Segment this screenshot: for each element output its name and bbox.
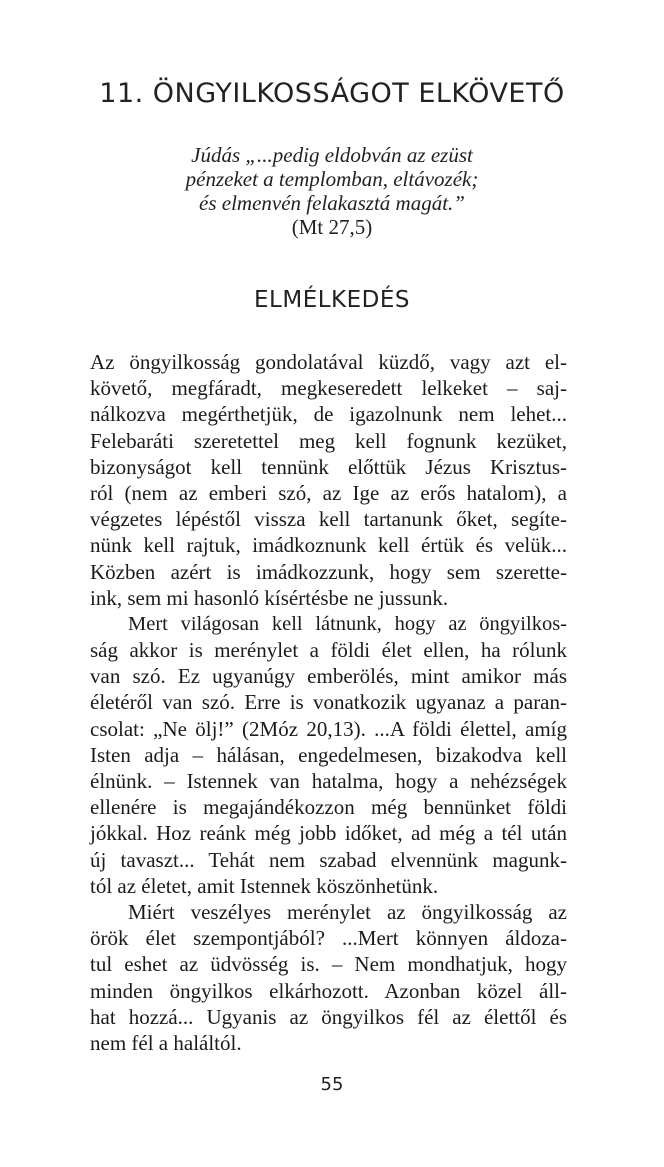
text-line: van szó. Ez ugyanúgy emberölés, mint amikor más: [90, 664, 567, 689]
text-line: hat hozzá... Ugyanis az öngyilkos fél az élettől és: [90, 1004, 567, 1029]
text-line: tul eshet az üdvösség is. – Nem mondhatjuk, hogy: [90, 952, 567, 977]
text-line: Miért veszélyes merénylet az öngyilkosság az: [128, 899, 567, 924]
text-line: Az öngyilkosság gondolatával küzdő, vagy azt el-: [90, 350, 567, 374]
text-line: nem fél a haláltól.: [90, 1030, 242, 1055]
chapter-title: 11. ÖNGYILKOSSÁGOT ELKÖVETŐ: [99, 78, 565, 109]
text-line: ink, sem mi hasonló kísértésbe ne jussunk.: [90, 585, 449, 610]
text-line: jókkal. Hoz reánk még jobb időket, ad még a tél után: [90, 821, 567, 846]
text-line: tól az életet, amit Istennek köszönhetünk.: [90, 873, 439, 898]
text-line: örök élet szempontjából? ...Mert könnyen áldoza-: [90, 926, 567, 951]
body-text: [90, 349, 567, 1056]
text-line: új tavaszt... Tehát nem szabad elvennünk magunk-: [90, 847, 567, 872]
text-line: ság akkor is merénylet a földi élet ellen, ha rólunk: [90, 638, 567, 663]
text-line: végzetes lépéstől vissza kell tartanunk őket, segíte-: [90, 507, 567, 532]
text-line: ellenére is megajándékozzon még bennünket földi: [90, 795, 567, 820]
epigraph-reference: (Mt 27,5): [291, 215, 373, 239]
text-line: Mert világosan kell látnunk, hogy az öngyilkos-: [128, 612, 567, 635]
text-line: nünk kell rajtuk, imádkoznunk kell értük és velük...: [90, 533, 567, 558]
text-line: csolat: „Ne ölj!” (2Móz 20,13). ...A földi élettel, amíg: [90, 716, 567, 741]
text-line: Közben azért is imádkozzunk, hogy sem szerette-: [90, 559, 567, 584]
epigraph-line: Júdás „...pedig eldobván az ezüst: [191, 143, 473, 167]
text-line: Isten adja – hálásan, engedelmesen, bizakodva kell: [90, 742, 567, 767]
page-number: 55: [320, 1074, 344, 1095]
epigraph: [0, 143, 664, 239]
epigraph-line: és elmenvén felakasztá magát.”: [199, 191, 465, 215]
text-line: ról (nem az emberi szó, az Ige az erős hatalom), a: [90, 480, 567, 505]
text-line: minden öngyilkos elkárhozott. Azonban közel áll-: [90, 978, 567, 1003]
section-heading: ELMÉLKEDÉS: [254, 287, 410, 313]
text-line: életéről van szó. Erre is vonatkozik ugyanaz a paran-: [90, 690, 567, 715]
text-line: bizonyságot kell tennünk előttük Jézus Krisztus-: [90, 454, 567, 479]
text-line: élnünk. – Istennek van hatalma, hogy a nehézségek: [90, 769, 567, 793]
text-line: követő, megfáradt, megkeseredett lelkeket – saj-: [90, 376, 567, 401]
epigraph-line: pénzeket a templomban, eltávozék;: [185, 167, 479, 191]
text-line: nálkozva megérthetjük, de igazolnunk nem lehet...: [90, 402, 567, 427]
text-line: Felebaráti szeretettel meg kell fognunk kezüket,: [90, 428, 567, 453]
